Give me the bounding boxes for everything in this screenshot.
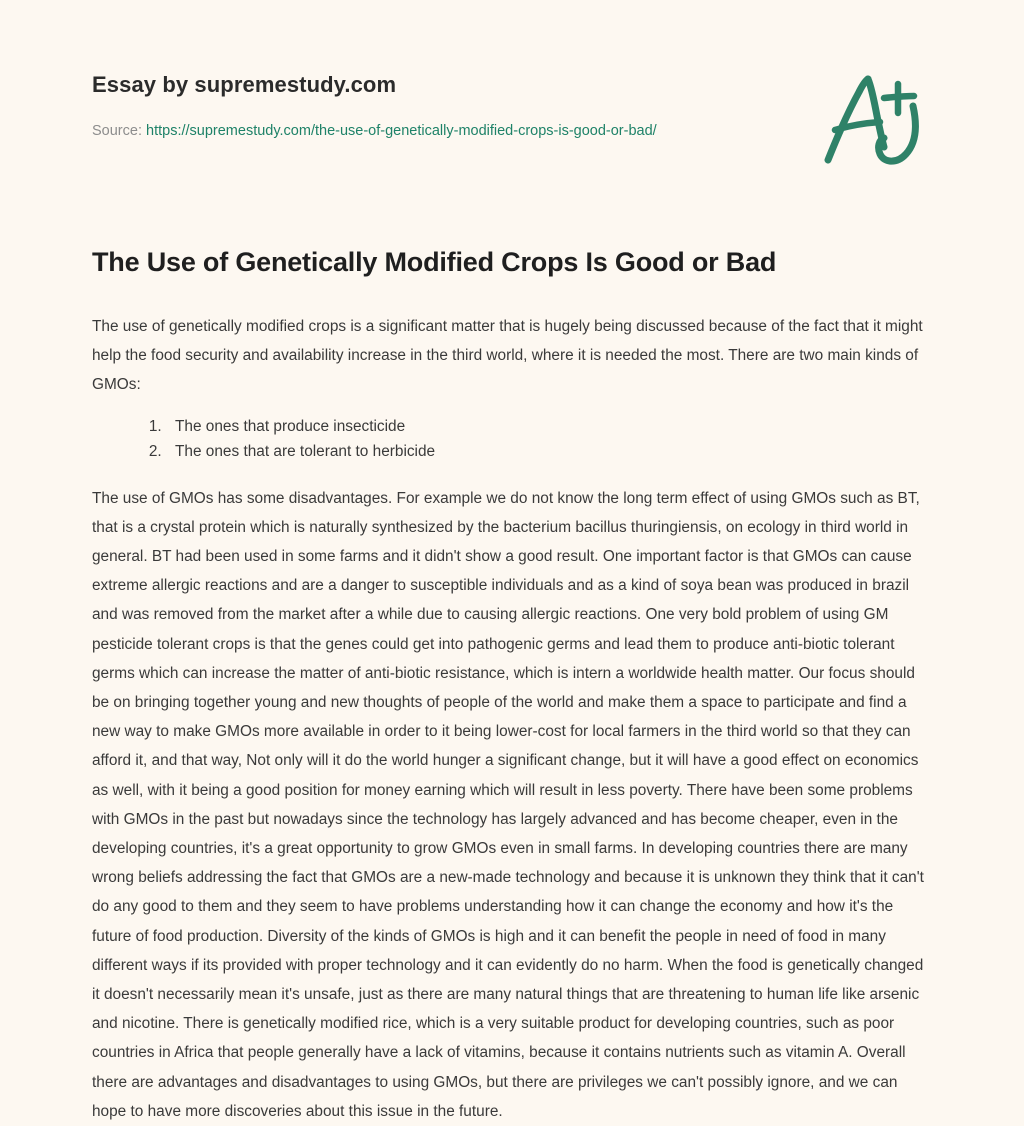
- article-body: [92, 312, 932, 1126]
- gmo-kinds-list-block: [92, 414, 932, 464]
- intro-paragraph: The use of genetically modified crops is a significant matter that is hugely being discussed because of the fact that it might help the food security and availability increase in the third world, where it is needed the most. There are two main kinds of GMOs:: [92, 318, 923, 394]
- list-item: 1. The ones that produce insecticide: [166, 414, 932, 439]
- page-header: [0, 0, 1024, 190]
- aplus-logo-svg: [818, 68, 930, 168]
- main-paragraph: The use of GMOs has some disadvantages. For example we do not know the long term effect of using GMOs such as BT, that is a crystal protein which is naturally synthesized by the bacterium bacillus thuringiensis, on ecology in third world in general. BT had been used in some farms and it didn't show a good result. One important factor is that GMOs can cause extreme allergic reactions and are a danger to susceptible individuals and as a kind of soya bean was produced in brazil and was removed from the market after a while due to causing allergic reactions. One very bold problem of using GM pesticide tolerant crops is that the genes could get into pathogenic germs and lead them to produce anti-biotic tolerant germs which can increase the matter of anti-biotic resistance, which is intern a worldwide health matter. Our focus should be on bringing together young and new thoughts of people of the world and make them a space to participate and find a new way to make GMOs more available in order to it being lower-cost for local farmers in the third world so that they can afford it, and that way, Not only will it do the world hunger a significant change, but it will have a good effect on economics as well, with it being a good position for money earning which will result in less poverty. There have been some problems with GMOs in the past but nowadays since the technology has largely advanced and has become cheaper, even in the developing countries, it's a great opportunity to grow GMOs even in small farms. In developing countries there are many wrong beliefs addressing the fact that GMOs are a new-made technology and because it is unknown they think that it can't do any good to them and they seem to have problems understanding how it can change the economy and how it's the future of food production. Diversity of the kinds of GMOs is high and it can benefit the people in need of food in many different ways if its provided with proper technology and it can evidently do no harm. When the food is genetically changed it doesn't necessarily mean it's unsafe, just as there are many natural things that are threatening to human life like arsenic and nicotine. There is genetically modified rice, which is a very suitable product for developing countries, such as poor countries in Africa that people generally have a lack of vitamins, because it contains nutrients such as vitamin A. Overall there are advantages and disadvantages to using GMOs, but there are privileges we can't possibly ignore, and we can hope to have more discoveries about this issue in the future.: [92, 489, 924, 1120]
- page-title: The Use of Genetically Modified Crops Is Good or Bad: [92, 247, 777, 277]
- brand-title: Essay by supremestudy.com: [92, 72, 397, 97]
- source-label: Source:: [92, 123, 142, 139]
- list-item: 2. The ones that are tolerant to herbicide: [166, 439, 932, 464]
- source-url-link[interactable]: https://supremestudy.com/the-use-of-genetically-modified-crops-is-good-or-bad/: [146, 123, 657, 139]
- gmo-kinds-list: [92, 414, 932, 464]
- source-line: [92, 121, 657, 141]
- aplus-logo-icon: [818, 68, 930, 168]
